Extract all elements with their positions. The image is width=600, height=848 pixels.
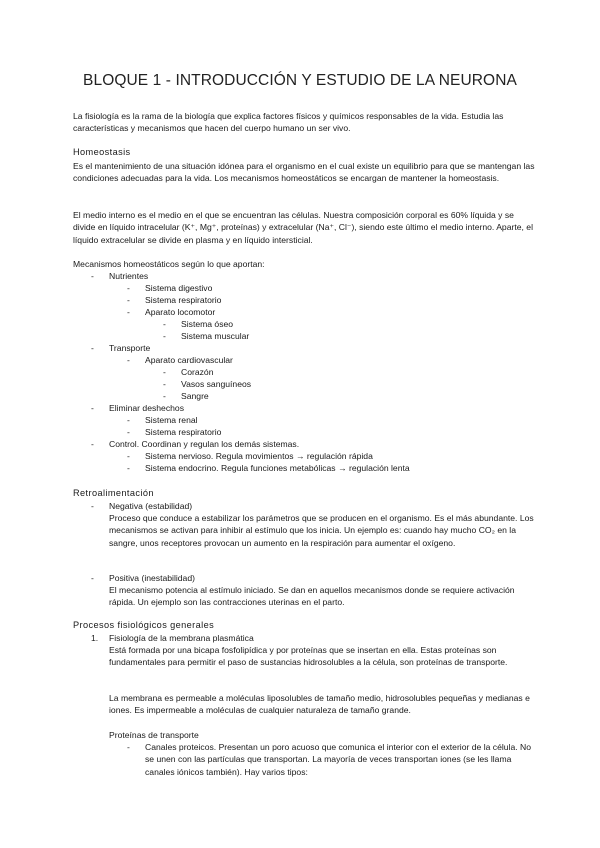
list-item-endocrino: Sistema endocrino. Regula funciones metabólicas → regulación lenta xyxy=(145,463,410,473)
list-bullet: - xyxy=(91,573,94,583)
list-bullet: - xyxy=(163,319,166,329)
list-item-control: Control. Coordinan y regulan los demás sistemas. xyxy=(109,439,300,449)
list-bullet: - xyxy=(127,295,130,305)
list-bullet: - xyxy=(91,439,94,449)
list-bullet: - xyxy=(163,379,166,389)
list-item-transporte: Transporte xyxy=(109,343,151,353)
list-bullet: - xyxy=(127,451,130,461)
list-bullet: - xyxy=(91,403,94,413)
list-item-positiva: Positiva (inestabilidad) xyxy=(109,573,195,583)
proteinas-transporte-label: Proteínas de transporte xyxy=(109,730,199,740)
homeostasis-heading: Homeostasis xyxy=(73,147,131,157)
list-bullet: - xyxy=(163,391,166,401)
list-item-sangre: Sangre xyxy=(181,391,209,401)
list-item-muscular: Sistema muscular xyxy=(181,331,250,341)
list-number: 1. xyxy=(91,633,99,643)
list-bullet: - xyxy=(127,742,130,752)
list-bullet: - xyxy=(91,501,94,511)
list-item-eliminar: Eliminar deshechos xyxy=(109,403,184,413)
list-bullet: - xyxy=(127,463,130,473)
list-item-renal: Sistema renal xyxy=(145,415,198,425)
membrana-paragraph-1: Está formada por una bicapa fosfolipídica y por proteínas que se insertan en ella. Estas proteínas son fundamentales para permitir el paso de sustancias hidrosolubles a la célula, son proteínas de transporte. xyxy=(109,645,508,668)
intro-paragraph: La fisiología es la rama de la biología que explica factores físicos y químicos responsables de la vida. Estudia las características y mecanismos que hacen del cuerpo humano un ser vivo. xyxy=(73,111,504,134)
list-item-digestivo: Sistema digestivo xyxy=(145,283,213,293)
retroalimentacion-heading: Retroalimentación xyxy=(73,488,154,498)
list-item-corazon: Corazón xyxy=(181,367,214,377)
list-item-nervioso: Sistema nervioso. Regula movimientos → regulación rápida xyxy=(145,451,373,461)
list-bullet: - xyxy=(127,415,130,425)
positiva-description: El mecanismo potencia al estímulo iniciado. Se dan en aquellos mecanismos donde se requiere activación rápida. Un ejemplo son las contracciones uterinas en el parto. xyxy=(109,585,515,608)
mecanismos-intro: Mecanismos homeostáticos según lo que aportan: xyxy=(73,259,265,269)
list-bullet: - xyxy=(127,307,130,317)
list-bullet: - xyxy=(91,271,94,281)
list-item-oseo: Sistema óseo xyxy=(181,319,234,329)
homeostasis-paragraph-2: El medio interno es el medio en el que se encuentran las células. Nuestra composición corporal es 60% líquida y se divide en líquido intracelular (K⁺, Mg⁺, proteínas) y extracelular (Na⁺, Cl⁻), siendo este último el medio interno. Aparte, el líquido extracelular se divide en plasma y en líquido intersticial. xyxy=(73,210,533,245)
list-bullet: - xyxy=(91,343,94,353)
procesos-heading: Procesos fisiológicos generales xyxy=(73,620,215,630)
canales-proteicos-paragraph: Canales proteicos. Presentan un poro acuoso que comunica el interior con el exterior de la célula. No se unen con las partículas que transportan. La mayoría de veces transportan iones (se les llama canales iónicos también). Hay varios tipos: xyxy=(145,742,531,777)
list-item-locomotor: Aparato locomotor xyxy=(145,307,216,317)
negativa-description: Proceso que conduce a estabilizar los parámetros que se producen en el organismo. Es el más abundante. Los mecanismos se activan para inhibir al estímulo que los inicia. Un ejemplo es: cuando hay mucho CO₂ en la sangre, unos receptores provocan un aumento en la respiración para aumentar el oxígeno. xyxy=(109,513,534,548)
page-title: BLOQUE 1 - INTRODUCCIÓN Y ESTUDIO DE LA NEURONA xyxy=(83,72,517,89)
list-item-respiratorio-2: Sistema respiratorio xyxy=(145,427,222,437)
list-item-nutrientes: Nutrientes xyxy=(109,271,149,281)
list-item-membrana: Fisiología de la membrana plasmática xyxy=(109,633,254,643)
list-bullet: - xyxy=(127,355,130,365)
membrana-paragraph-2: La membrana es permeable a moléculas liposolubles de tamaño medio, hidrosolubles pequeñas y medianas e iones. Es impermeable a moléculas de cualquier naturaleza de tamaño grande. xyxy=(109,693,530,716)
list-bullet: - xyxy=(163,367,166,377)
list-item-respiratorio: Sistema respiratorio xyxy=(145,295,222,305)
list-item-negativa: Negativa (estabilidad) xyxy=(109,501,193,511)
list-bullet: - xyxy=(127,427,130,437)
list-bullet: - xyxy=(163,331,166,341)
homeostasis-paragraph-1: Es el mantenimiento de una situación idónea para el organismo en el cual existe un equilibrio para que se mantengan las condiciones adecuadas para la vida. Los mecanismos homeostáticos se encargan de mantener la homeostasis. xyxy=(73,161,535,184)
list-item-vasos: Vasos sanguíneos xyxy=(181,379,252,389)
list-bullet: - xyxy=(127,283,130,293)
list-item-cardiovascular: Aparato cardiovascular xyxy=(145,355,233,365)
